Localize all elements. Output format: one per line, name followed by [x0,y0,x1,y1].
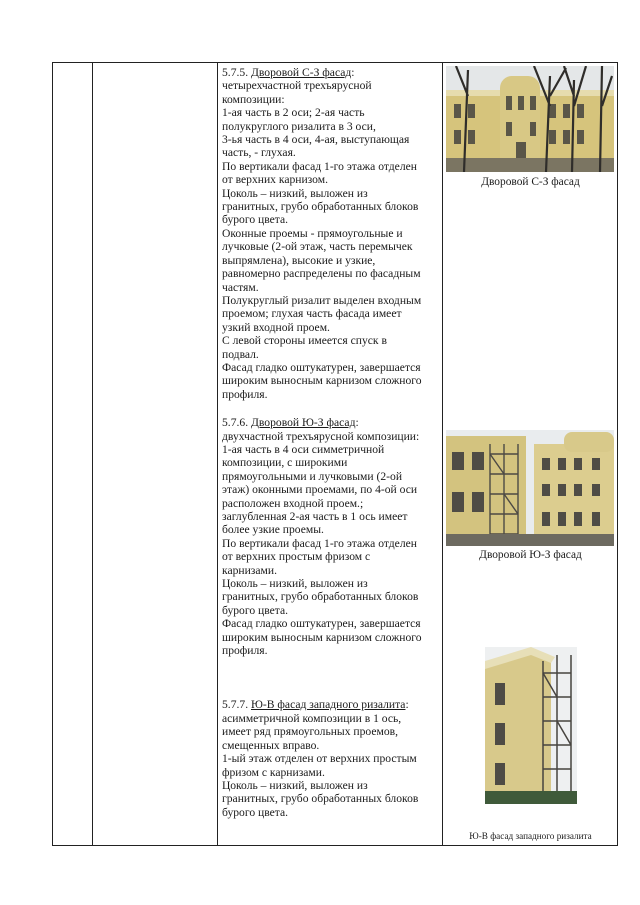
description-line: равномерно распределены по фасадным [222,267,421,281]
description-line: 1-ая часть в 4 оси симметричной [222,442,385,456]
photo-caption: Дворовой С-З фасад [481,176,580,188]
description-line: от верхних карнизом. [222,173,328,187]
facade-description-table [52,62,618,846]
section-title-suffix: : [405,698,409,712]
photo-column [443,63,617,845]
description-line: асимметричной композиции в 1 ось, [222,711,402,725]
description-line: смещенных вправо. [222,738,320,752]
description-line: Цоколь – низкий, выложен из [222,186,368,200]
description-line: бурого цвета. [222,805,289,819]
section-heading [222,698,438,711]
description-line: бурого цвета. [222,213,289,227]
facade-section [222,66,438,401]
description-line: частям. [222,280,259,294]
description-line: бурого цвета. [222,603,289,617]
building-photo [446,66,614,172]
description-line: гранитных, грубо обработанных блоков [222,200,419,214]
description-line: Цоколь – низкий, выложен из [222,577,368,591]
building-with-scaffolding-photo [446,430,614,546]
facade-section [222,698,438,819]
facade-section [222,416,438,657]
description-line: 3-ья часть в 4 оси, 4-ая, выступающая [222,133,410,147]
description-line: имеет ряд прямоугольных проемов, [222,725,399,739]
description-line: лучковые (2-ой этаж, часть перемычек [222,240,413,254]
description-line: двухчастной трехъярусной композиции: [222,429,420,443]
section-title: Ю-В фасад западного ризалита [251,698,406,712]
description-line: композиции, с широкими [222,456,348,470]
description-line: С левой стороны имеется спуск в [222,334,387,348]
section-title: Дворовой С-З фасад [251,66,352,79]
description-line: расположен входной проем.; [222,496,364,510]
description-text [218,63,442,819]
section-number: 5.7.6. [222,416,249,430]
description-line: Фасад гладко оштукатурен, завершается [222,360,421,374]
description-line: более узкие проемы. [222,523,324,537]
section-title: Дворовой Ю-З фасад [251,416,356,430]
photo-cell [443,63,618,846]
section-title-suffix: : [355,416,359,430]
description-line: Фасад гладко оштукатурен, завершается [222,617,421,631]
description-line: По вертикали фасад 1-го этажа отделен [222,159,417,173]
section-heading [222,66,438,79]
description-line: 1-ый этаж отделен от верхних простым [222,752,417,766]
description-line: этаж) оконными проемами, по 4-ой оси [222,483,418,497]
description-line: композиции: [222,92,285,106]
description-line: прямоугольными и лучковыми (2-ой [222,469,403,483]
section-heading [222,416,438,429]
section-number: 5.7.5. [222,66,249,79]
description-line: гранитных, грубо обработанных блоков [222,792,419,806]
number-column-cell [53,63,93,846]
description-line: профиля. [222,387,268,401]
description-line: часть, - глухая. [222,146,296,160]
description-line: карнизами. [222,563,277,577]
description-line: 1-ая часть в 2 оси; 2-ая часть [222,106,365,120]
name-column-cell [93,63,218,846]
description-line: Оконные проемы - прямоугольные и [222,226,403,240]
description-line: Полукруглый ризалит выделен входным [222,293,422,307]
description-line: проемом; глухая часть фасада имеет [222,307,402,321]
description-line: подвал. [222,347,259,361]
description-line: от верхних простым фризом с [222,550,371,564]
description-line: широким выносным карнизом сложного [222,374,422,388]
description-line: узкий входной проем. [222,320,330,334]
description-line: широким выносным карнизом сложного [222,630,422,644]
description-line: фризом с карнизами. [222,765,325,779]
section-title-suffix: : [351,66,355,79]
description-line: выпрямлена), высокие и узкие, [222,253,376,267]
description-line: полукруглого ризалита в 3 оси, [222,119,376,133]
description-line: профиля. [222,644,268,658]
building-corner-with-scaffolding-photo [485,647,577,804]
description-line: заглубленная 2-ая часть в 1 ось имеет [222,510,408,523]
section-number: 5.7.7. [222,698,249,712]
description-line: четырехчастной трехъярусной [222,79,372,93]
description-line: По вертикали фасад 1-го этажа отделен [222,536,417,550]
photo-caption: Дворовой Ю-З фасад [479,549,582,561]
description-cell [218,63,443,846]
photo-caption: Ю-В фасад западного ризалита [469,831,592,841]
description-line: гранитных, грубо обработанных блоков [222,590,419,604]
description-line: Цоколь – низкий, выложен из [222,778,368,792]
